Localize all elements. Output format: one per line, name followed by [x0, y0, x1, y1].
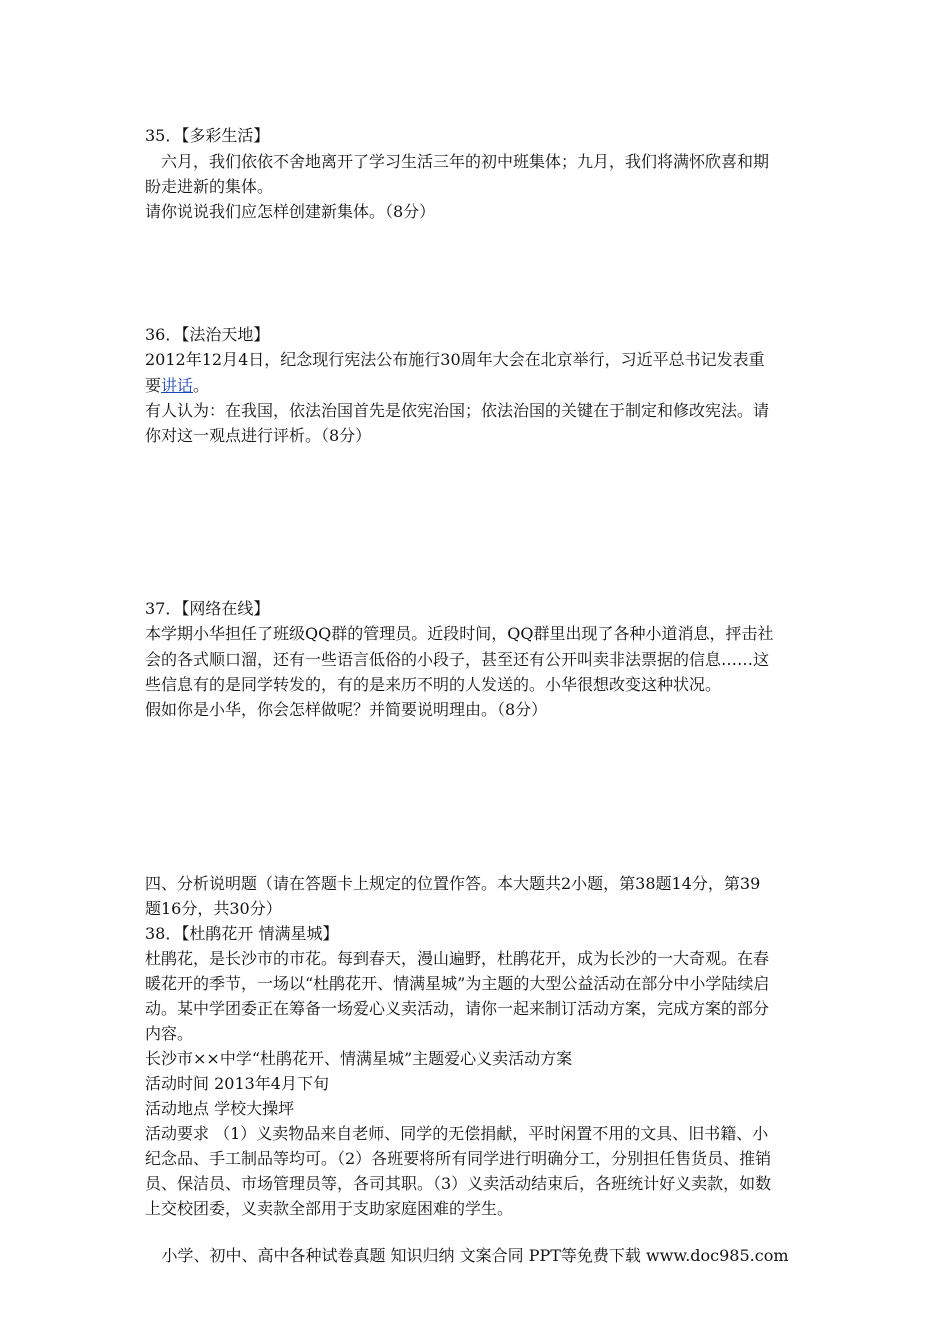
speech-link[interactable]: 讲话: [161, 376, 194, 395]
q37-paragraph-3: 些信息有的是同学转发的，有的是来历不明的人发送的。小华很想改变这种状况。: [145, 675, 722, 694]
q38-requirements-2: 纪念品、手工制品等均可。（2）各班要将所有同学进行明确分工，分别担任售货员、推销: [145, 1149, 772, 1168]
page-footer: 小学、初中、高中各种试卷真题 知识归纳 文案合同 PPT等免费下载 www.doc985.com: [161, 1246, 789, 1265]
q36-paragraph-2-suffix: 。: [193, 376, 210, 395]
q38-activity-time: 活动时间 2013年4月下旬: [145, 1074, 329, 1093]
q36-paragraph-2: [145, 376, 209, 396]
q35-paragraph-1: 六月，我们依依不舍地离开了学习生活三年的初中班集体；九月，我们将满怀欣喜和期: [161, 152, 770, 171]
q37-paragraph-1: 本学期小华担任了班级QQ群的管理员。近段时间，QQ群里出现了各种小道消息，抨击社: [145, 624, 774, 643]
q38-paragraph-1: 杜鹃花，是长沙市的市花。每到春天，漫山遍野，杜鹃花开，成为长沙的一大奇观。在春: [145, 949, 770, 968]
q38-plan-title: 长沙市××中学“杜鹃花开、情满星城”主题爱心义卖活动方案: [145, 1049, 573, 1068]
q36-paragraph-1: 2012年12月4日，纪念现行宪法公布施行30周年大会在北京举行，习近平总书记发表重: [145, 350, 765, 369]
q35-title: 35．【多彩生活】: [145, 126, 270, 145]
q37-question: 假如你是小华，你会怎样做呢？并简要说明理由。（8分）: [145, 700, 548, 719]
q36-paragraph-2-prefix: 要: [145, 376, 162, 395]
section4-heading-1: 四、分析说明题（请在答题卡上规定的位置作答。本大题共2小题，第38题14分，第39: [145, 874, 761, 893]
q37-paragraph-2: 会的各式顺口溜，还有一些语言低俗的小段子，甚至还有公开叫卖非法票据的信息……这: [145, 650, 770, 669]
section4-heading-2: 题16分，共30分）: [145, 899, 282, 918]
q35-paragraph-2: 盼走进新的集体。: [145, 177, 274, 196]
q36-question: 你对这一观点进行评析。（8分）: [145, 426, 372, 445]
q38-activity-place: 活动地点 学校大操坪: [145, 1099, 295, 1118]
q36-paragraph-3: 有人认为：在我国，依法治国首先是依宪治国；依法治国的关键在于制定和修改宪法。请: [145, 401, 770, 420]
q38-paragraph-3: 动。某中学团委正在筹备一场爱心义卖活动，请你一起来制订活动方案，完成方案的部分: [145, 999, 770, 1018]
q38-paragraph-4: 内容。: [145, 1024, 194, 1043]
q38-paragraph-2: 暖花开的季节，一场以“杜鹃花开、情满星城”为主题的大型公益活动在部分中小学陆续启: [145, 974, 770, 993]
q38-title: 38．【杜鹃花开 情满星城】: [145, 924, 339, 943]
q38-requirements-4: 上交校团委，义卖款全部用于支助家庭困难的学生。: [145, 1199, 514, 1218]
q36-title: 36．【法治天地】: [145, 325, 270, 344]
q35-question: 请你说说我们应怎样创建新集体。（8分）: [145, 202, 436, 221]
q38-requirements-3: 员、保洁员、市场管理员等，各司其职。（3）义卖活动结束后，各班统计好义卖款，如数: [145, 1174, 772, 1193]
q37-title: 37．【网络在线】: [145, 599, 270, 618]
q38-requirements-1: 活动要求 （1）义卖物品来自老师、同学的无偿捐献，平时闲置不用的文具、旧书籍、小: [145, 1124, 769, 1143]
